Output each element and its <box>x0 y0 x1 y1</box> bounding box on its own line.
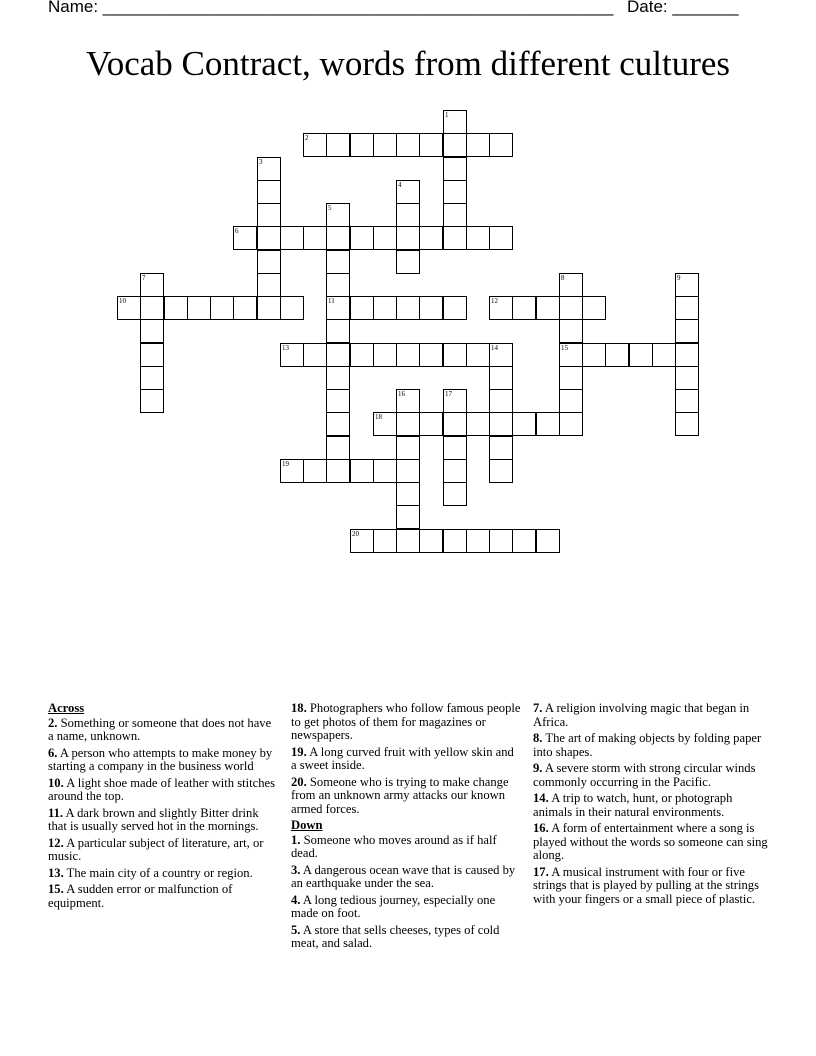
clue-across-11: 11. A dark brown and slightly Bitter drink that is usually served hot in the mornings. <box>48 805 259 833</box>
crossword-cell[interactable] <box>187 296 211 320</box>
clue-down-3: 3. A dangerous ocean wave that is caused by an earthquake under the sea. <box>291 862 516 890</box>
crossword-cell[interactable] <box>303 133 327 157</box>
crossword-cell[interactable] <box>443 296 467 320</box>
crossword-cell[interactable] <box>512 529 536 553</box>
clue-down-1: 1. Someone who moves around as if half dead. <box>291 832 497 860</box>
crossword-cell[interactable] <box>443 389 467 413</box>
crossword-cell[interactable] <box>396 412 420 436</box>
crossword-cell[interactable] <box>559 319 583 343</box>
crossword-cell[interactable] <box>140 343 164 367</box>
crossword-cell[interactable] <box>396 296 420 320</box>
crossword-cell[interactable] <box>443 482 467 506</box>
crossword-cell[interactable] <box>489 226 513 250</box>
crossword-cell[interactable] <box>326 319 350 343</box>
name-field-label: Name: ______________________________________________________ <box>48 0 614 16</box>
clues-column-1 <box>48 702 276 913</box>
crossword-cell[interactable] <box>443 203 467 227</box>
crossword-cell[interactable] <box>559 343 583 367</box>
crossword-cell[interactable] <box>466 226 490 250</box>
crossword-cell[interactable] <box>303 343 327 367</box>
crossword-cell[interactable] <box>396 436 420 460</box>
clue-across-18: 18. Photographers who follow famous people to get photos of them for magazines or newspapers. <box>291 701 521 742</box>
crossword-cell[interactable] <box>140 273 164 297</box>
crossword-cell[interactable] <box>257 273 281 297</box>
crossword-cell[interactable] <box>443 459 467 483</box>
crossword-cell[interactable] <box>443 529 467 553</box>
crossword-cell[interactable] <box>559 296 583 320</box>
crossword-cell[interactable] <box>443 157 467 181</box>
crossword-cell[interactable] <box>536 412 560 436</box>
crossword-cell[interactable] <box>536 529 560 553</box>
clue-number: 11 <box>328 297 335 305</box>
clue-across-2: 2. Something or someone that does not have a name, unknown. <box>48 715 272 743</box>
crossword-cell[interactable] <box>326 250 350 274</box>
clues-column-3 <box>533 702 773 909</box>
crossword-cell[interactable] <box>350 133 374 157</box>
crossword-cell[interactable] <box>419 529 443 553</box>
crossword-cell[interactable] <box>326 412 350 436</box>
crossword-cell[interactable] <box>326 459 350 483</box>
crossword-cell[interactable] <box>350 459 374 483</box>
crossword-cell[interactable] <box>140 389 164 413</box>
crossword-cell[interactable] <box>443 133 467 157</box>
crossword-cell[interactable] <box>326 389 350 413</box>
crossword-cell[interactable] <box>489 366 513 390</box>
crossword-cell[interactable] <box>559 273 583 297</box>
clue-number: 17 <box>445 390 452 398</box>
crossword-cell[interactable] <box>326 366 350 390</box>
crossword-cell[interactable] <box>350 296 374 320</box>
clue-number: 16 <box>398 390 405 398</box>
crossword-cell[interactable] <box>675 319 699 343</box>
down-heading: Down <box>291 818 323 832</box>
crossword-cell[interactable] <box>350 529 374 553</box>
crossword-cell[interactable] <box>629 343 653 367</box>
crossword-cell[interactable] <box>373 343 397 367</box>
crossword-cell[interactable] <box>326 436 350 460</box>
crossword-cell[interactable] <box>396 180 420 204</box>
crossword-cell[interactable] <box>326 343 350 367</box>
crossword-cell[interactable] <box>373 459 397 483</box>
crossword-cell[interactable] <box>536 296 560 320</box>
clue-down-9: 9. A severe storm with strong circular winds commonly occurring in the Pacific. <box>533 761 756 789</box>
crossword-cell[interactable] <box>489 529 513 553</box>
crossword-cell[interactable] <box>257 203 281 227</box>
crossword-cell[interactable] <box>675 366 699 390</box>
crossword-cell[interactable] <box>117 296 141 320</box>
crossword-cell[interactable] <box>489 459 513 483</box>
clue-across-19: 19. A long curved fruit with yellow skin and a sweet inside. <box>291 744 514 772</box>
crossword-cell[interactable] <box>489 436 513 460</box>
clue-number: 9 <box>677 274 681 282</box>
crossword-cell[interactable] <box>280 459 304 483</box>
crossword-cell[interactable] <box>443 180 467 204</box>
crossword-cell[interactable] <box>210 296 234 320</box>
clue-number: 5 <box>328 204 332 212</box>
crossword-cell[interactable] <box>257 226 281 250</box>
crossword-cell[interactable] <box>396 343 420 367</box>
clue-down-17: 17. A musical instrument with four or five strings that is played by pulling at the strings with your fingers or a small piece of plastic. <box>533 864 759 906</box>
crossword-cell[interactable] <box>489 412 513 436</box>
clue-down-5: 5. A store that sells cheeses, types of cold meat, and salad. <box>291 922 500 950</box>
clue-number: 19 <box>282 460 289 468</box>
clue-number: 2 <box>305 134 309 142</box>
crossword-cell[interactable] <box>512 296 536 320</box>
crossword-cell[interactable] <box>280 226 304 250</box>
crossword-cell[interactable] <box>396 529 420 553</box>
clue-number: 20 <box>352 530 359 538</box>
crossword-cell[interactable] <box>303 226 327 250</box>
crossword-cell[interactable] <box>675 389 699 413</box>
crossword-cell[interactable] <box>466 343 490 367</box>
crossword-cell[interactable] <box>419 226 443 250</box>
crossword-cell[interactable] <box>675 343 699 367</box>
clue-number: 12 <box>491 297 498 305</box>
crossword-cell[interactable] <box>373 133 397 157</box>
clue-number: 10 <box>119 297 126 305</box>
clues-column-2 <box>291 702 521 954</box>
clue-number: 7 <box>142 274 146 282</box>
crossword-cell[interactable] <box>257 296 281 320</box>
clue-across-6: 6. A person who attempts to make money by starting a company in the business world <box>48 745 273 773</box>
page-title: Vocab Contract, words from different cultures <box>85 44 731 83</box>
clue-across-20: 20. Someone who is trying to make change from an unknown army attacks our known armed forces. <box>291 774 509 816</box>
crossword-cell[interactable] <box>140 319 164 343</box>
crossword-cell[interactable] <box>396 505 420 529</box>
clue-across-10: 10. A light shoe made of leather with stitches around the top. <box>48 775 276 803</box>
crossword-cell[interactable] <box>559 366 583 390</box>
clue-across-12: 12. A particular subject of literature, art, or music. <box>48 835 264 863</box>
clue-number: 14 <box>491 344 498 352</box>
clue-number: 13 <box>282 344 289 352</box>
crossword-cell[interactable] <box>257 180 281 204</box>
clue-number: 8 <box>561 274 565 282</box>
crossword-cell[interactable] <box>280 296 304 320</box>
crossword-cell[interactable] <box>140 296 164 320</box>
clue-across-13: 13. The main city of a country or region. <box>48 865 253 880</box>
crossword-cell[interactable] <box>582 296 606 320</box>
clue-number: 3 <box>259 158 263 166</box>
crossword-cell[interactable] <box>559 389 583 413</box>
crossword-cell[interactable] <box>675 273 699 297</box>
crossword-cell[interactable] <box>373 226 397 250</box>
clue-number: 6 <box>235 227 239 235</box>
clue-across-15: 15. A sudden error or malfunction of equipment. <box>48 882 233 910</box>
clue-down-16: 16. A form of entertainment where a song is played without the words so someone can sing along. <box>533 821 768 862</box>
crossword-cell[interactable] <box>559 412 583 436</box>
crossword-cell[interactable] <box>489 343 513 367</box>
crossword-cell[interactable] <box>489 296 513 320</box>
crossword-cell[interactable] <box>350 226 374 250</box>
crossword-cell[interactable] <box>280 343 304 367</box>
crossword-cell[interactable] <box>466 133 490 157</box>
crossword-cell[interactable] <box>326 296 350 320</box>
crossword-cell[interactable] <box>489 389 513 413</box>
crossword-cell[interactable] <box>233 296 257 320</box>
crossword-cell[interactable] <box>140 366 164 390</box>
crossword-cell[interactable] <box>489 133 513 157</box>
crossword-cell[interactable] <box>326 273 350 297</box>
crossword-cell[interactable] <box>443 110 467 134</box>
crossword-cell[interactable] <box>443 226 467 250</box>
crossword-cell[interactable] <box>396 226 420 250</box>
clue-down-7: 7. A religion involving magic that began in Africa. <box>533 701 750 729</box>
crossword-cell[interactable] <box>512 412 536 436</box>
crossword-cell[interactable] <box>326 133 350 157</box>
crossword-cell[interactable] <box>373 412 397 436</box>
clue-number: 15 <box>561 344 568 352</box>
crossword-cell[interactable] <box>257 250 281 274</box>
crossword-cell[interactable] <box>605 343 629 367</box>
clue-down-4: 4. A long tedious journey, especially one made on foot. <box>291 892 496 920</box>
crossword-cell[interactable] <box>326 203 350 227</box>
crossword-cell[interactable] <box>582 343 606 367</box>
crossword-cell[interactable] <box>257 157 281 181</box>
crossword-cell[interactable] <box>164 296 188 320</box>
crossword-cell[interactable] <box>466 529 490 553</box>
date-field-label: Date: _______ <box>627 0 739 16</box>
crossword-cell[interactable] <box>652 343 676 367</box>
crossword-cell[interactable] <box>233 226 257 250</box>
crossword-cell[interactable] <box>419 296 443 320</box>
crossword-cell[interactable] <box>396 203 420 227</box>
crossword-cell[interactable] <box>396 482 420 506</box>
crossword-cell[interactable] <box>303 459 327 483</box>
crossword-cell[interactable] <box>466 412 490 436</box>
crossword-cell[interactable] <box>396 133 420 157</box>
crossword-cell[interactable] <box>443 343 467 367</box>
crossword-cell[interactable] <box>675 296 699 320</box>
clue-down-8: 8. The art of making objects by folding paper into shapes. <box>533 731 762 759</box>
crossword-cell[interactable] <box>396 459 420 483</box>
clue-number: 4 <box>398 181 402 189</box>
crossword-cell[interactable] <box>443 412 467 436</box>
crossword-cell[interactable] <box>443 436 467 460</box>
crossword-cell[interactable] <box>419 133 443 157</box>
crossword-cell[interactable] <box>396 389 420 413</box>
crossword-cell[interactable] <box>419 412 443 436</box>
crossword-cell[interactable] <box>350 343 374 367</box>
crossword-cell[interactable] <box>675 412 699 436</box>
crossword-cell[interactable] <box>396 250 420 274</box>
across-heading: Across <box>48 701 85 715</box>
crossword-cell[interactable] <box>373 296 397 320</box>
clue-number: 18 <box>375 413 382 421</box>
crossword-cell[interactable] <box>419 343 443 367</box>
crossword-cell[interactable] <box>326 226 350 250</box>
clue-number: 1 <box>445 111 449 119</box>
clue-down-14: 14. A trip to watch, hunt, or photograph animals in their natural environments. <box>533 791 733 819</box>
crossword-cell[interactable] <box>373 529 397 553</box>
